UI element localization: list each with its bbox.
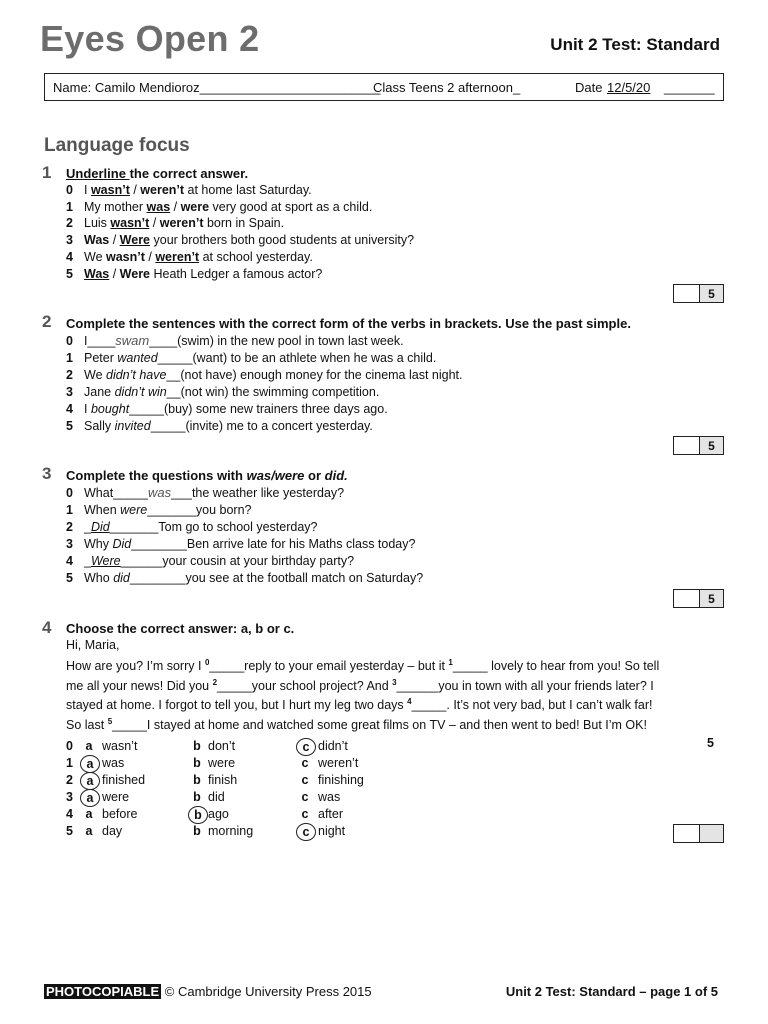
item-text: I [84,402,91,416]
question-item [66,519,318,535]
option-letter-b[interactable] [188,755,206,771]
option-number: 4 [66,807,73,821]
item-text: / [109,233,120,248]
item-text: (invite) me to a concert yesterday. [185,419,373,433]
name-field: Name: Camilo Mendioroz_________________________ [53,80,381,95]
class-field: Class Teens 2 afternoon_ [373,80,521,95]
item-text: What [84,486,114,500]
answer-text[interactable]: Were [90,554,121,568]
answer-blank: _______ [147,503,196,517]
option-letter-c[interactable] [296,823,316,841]
item-text: (buy) some new trainers three days ago. [163,402,388,416]
circled-answer[interactable]: b [188,806,208,824]
option-text: weren’t [318,756,359,770]
answer-blank: _______ [109,520,159,534]
item-text: My mother [84,199,147,214]
option-letter-b[interactable] [188,823,206,839]
question-item [66,232,414,248]
item-text: / [144,249,156,264]
instruction-text: the correct answer. [129,166,249,181]
item-number: 2 [66,368,73,382]
item-text: I [84,334,88,348]
question-item [66,249,313,265]
option-letter[interactable]: b [193,756,201,770]
option-text: was [318,790,341,804]
item-number: 5 [66,571,73,585]
option-letter-b[interactable] [188,772,206,788]
footer-page: Unit 2 Test: Standard – page 1 of 5 [505,984,718,999]
item-number: 1 [66,503,73,517]
item-number: 2 [66,216,73,231]
option-letter[interactable]: c [301,756,309,770]
answer-option[interactable]: Were [119,266,151,281]
student-info-box [44,73,724,101]
answer-option[interactable]: wasn’t [90,183,130,197]
score-input[interactable] [674,437,700,454]
answer-text[interactable]: invited [114,419,151,433]
option-text: didn’t [318,739,348,753]
option-text: after [318,807,344,821]
option-text: was [102,756,125,770]
item-text: / [129,183,141,197]
option-number: 5 [66,824,73,838]
item-text: / [149,216,160,231]
item-text: at school yesterday. [199,249,313,264]
instruction-text: Complete the questions with [66,468,247,483]
option-letter[interactable]: b [193,824,201,838]
option-letter[interactable]: b [193,739,201,753]
answer-option[interactable]: wasn’t [110,216,150,231]
answer-option[interactable]: wasn’t [106,249,145,264]
option-letter-b[interactable] [188,806,208,824]
question-item [66,553,354,569]
question-item [66,418,373,434]
date-line: _______ [664,80,715,95]
item-number: 4 [66,402,73,416]
option-letter-a[interactable] [80,772,100,790]
question-item [66,333,404,349]
question-instruction [66,468,348,483]
item-text: (not win) the swimming competition. [180,385,380,399]
item-text: Who [84,571,114,585]
answer-blank: ______ [120,554,163,568]
option-number: 3 [66,790,73,804]
option-letter-a[interactable] [80,789,100,807]
photocopiable-badge: PHOTOCOPIABLE [46,984,160,999]
item-text: Luis [84,216,111,231]
question-number: 2 [42,312,52,331]
item-text: (want) to be an athlete when he was a child. [192,351,437,365]
circled-answer[interactable]: c [296,738,316,756]
option-letter-a[interactable] [80,806,98,822]
answer-text[interactable]: didn’t win [114,385,167,399]
answer-blank: _____ [129,402,164,416]
answer-text[interactable]: didn’t have [106,368,167,382]
item-text: / [109,266,120,281]
question-item [66,199,372,215]
instruction-underlined: Underline [66,166,130,181]
option-letter-c[interactable] [296,789,314,805]
option-text: don’t [208,739,236,753]
question-item [66,485,344,501]
item-number: 2 [66,520,73,534]
option-text: before [102,807,138,821]
footer-copyright [44,984,372,999]
option-text: finish [208,773,238,787]
answer-text[interactable]: did [113,571,130,585]
option-letter-b[interactable] [188,738,206,754]
circled-answer[interactable]: a [80,772,100,790]
item-number: 5 [66,266,73,281]
answer-blank: _____ [150,419,186,433]
option-letter-a[interactable] [80,738,98,754]
item-number: 1 [66,199,73,214]
question-item [66,536,415,552]
item-text: Ben arrive late for his Maths class today? [186,537,416,551]
option-text: morning [208,824,254,838]
copyright-text: © Cambridge University Press 2015 [161,984,372,999]
score-input[interactable] [674,590,700,607]
answer-text[interactable]: was [147,485,172,500]
question-item [66,182,312,198]
option-letter-c[interactable] [296,755,314,771]
score-input[interactable] [674,285,700,302]
test-title: Unit 2 Test: Standard [550,35,720,54]
item-number: 4 [66,249,73,264]
item-number: 3 [66,385,73,399]
answer-blank: ________ [129,571,186,585]
question-instruction: Choose the correct answer: a, b or c. [66,621,295,636]
item-text: We [84,249,106,264]
option-letter-a[interactable] [80,755,100,773]
option-text: day [102,824,123,838]
section-title: Language focus [44,135,190,156]
instruction-italic: did. [324,468,348,483]
option-text: were [208,756,236,770]
score-input[interactable] [674,825,700,842]
option-number: 1 [66,756,73,770]
option-letter[interactable]: a [85,739,93,753]
item-number: 3 [66,233,73,248]
answer-blank: _____ [113,486,148,500]
item-number: 0 [66,183,73,197]
answer-blank: ___ [171,486,192,500]
date-value: 12/5/20 [607,80,651,95]
item-text: Sally [84,419,115,433]
item-text: you born? [195,503,252,517]
answer-option[interactable]: weren’t [155,249,200,264]
item-text: the weather like yesterday? [191,486,345,500]
question-item [66,215,284,231]
item-number: 4 [66,554,73,568]
question-item [66,350,436,366]
item-text: your brothers both good students at university? [150,233,415,248]
option-text: ago [208,807,229,821]
question-number: 1 [42,163,52,182]
question-instruction: Complete the sentences with the correct form of the verbs in brackets. Use the past simple. [66,316,631,331]
question-number: 4 [42,618,52,637]
answer-option[interactable]: Was [84,233,110,248]
option-letter-c[interactable] [296,772,314,788]
score-box [673,436,724,455]
item-text: Tom go to school yesterday? [158,520,318,534]
book-title: Eyes Open 2 [40,18,260,59]
option-letter-c[interactable] [296,738,316,756]
answer-blank: ____ [149,334,178,348]
option-number: 0 [66,739,73,753]
date-label: Date [575,80,603,95]
answer-text[interactable]: were [120,503,148,517]
item-text: very good at sport as a child. [209,199,373,214]
score-value: 5 [707,736,714,750]
item-number: 1 [66,351,73,365]
option-text: finished [102,773,146,787]
score-box [673,589,724,608]
score-max: 5 [700,437,723,454]
option-letter[interactable]: b [193,773,201,787]
instruction-text: or [304,468,325,483]
letter-body: How are you? I’m sorry I $^0$_____reply to your email yesterday – but it $^1$_____ lovely to hear from you! So tell me all your news! Did you $^2$_____your school project? And $^3$______you in town with all your friends later? I stayed at home. I forgot to tell you, but I hurt my leg two days $^4$_____. It’s not very bad, but I can’t walk far! So last $^5$_____I stayed at home and watched some great films on TV – and then went to bed! But I’m OK! [66,658,660,733]
question-item [66,384,379,400]
answer-option[interactable]: was [146,199,171,214]
question-item [66,367,463,383]
item-text: I [84,183,91,197]
answer-blank: ____ [87,334,116,348]
question-instruction [66,166,248,181]
score-box [673,824,724,843]
item-text: (not have) enough money for the cinema last night. [180,368,463,382]
question-number: 3 [42,464,52,483]
answer-text[interactable]: Did [90,520,110,534]
item-text: (swim) in the new pool in town last week. [177,334,404,348]
option-text: night [318,824,346,838]
answer-text[interactable]: swam [115,333,150,348]
answer-option[interactable]: weren’t [159,216,204,231]
answer-blank: ________ [131,537,187,551]
item-number: 0 [66,334,73,348]
item-number: 5 [66,419,73,433]
item-text: born in Spain. [203,216,285,231]
score-max: 5 [700,285,723,302]
item-text: / [170,199,181,214]
item-text: Jane [84,385,115,399]
option-letter[interactable]: c [301,773,309,787]
circled-answer[interactable]: a [80,755,100,773]
item-text: you see at the football match on Saturday? [185,571,424,585]
circled-answer[interactable]: a [80,789,100,807]
answer-text[interactable]: Did [112,537,132,551]
option-letter[interactable]: a [85,824,93,838]
option-letter[interactable]: b [193,790,201,804]
option-text: finishing [318,773,364,787]
answer-blank: _ [84,554,91,568]
item-text: Peter [84,351,118,365]
option-letter-a[interactable] [80,823,98,839]
answer-option[interactable]: Was [84,266,110,281]
question-item [66,401,388,417]
question-item [66,502,252,518]
score-box [673,284,724,303]
answer-blank: __ [166,385,181,399]
item-number: 3 [66,537,73,551]
option-number: 2 [66,773,73,787]
item-text: Why [84,537,113,551]
answer-text[interactable]: bought [90,402,130,416]
question-item [66,266,322,282]
item-number: 0 [66,486,73,500]
option-letter-c[interactable] [296,806,314,822]
option-text: wasn’t [102,739,138,753]
answer-option[interactable]: were [180,199,210,214]
item-text: at home last Saturday. [184,183,312,197]
answer-blank: _____ [157,351,193,365]
answer-blank: _ [84,520,91,534]
answer-option[interactable]: Were [119,233,151,248]
answer-option[interactable]: weren’t [140,183,185,197]
question-item [66,570,423,586]
circled-answer[interactable]: c [296,823,316,841]
instruction-italic: was/were [246,468,305,483]
answer-text[interactable]: wanted [117,351,158,365]
option-text: did [208,790,225,804]
item-text: We [84,368,106,382]
option-letter-b[interactable] [188,789,206,805]
answer-blank: __ [166,368,181,382]
item-text: Heath Ledger a famous actor? [150,266,323,281]
item-text: When [84,503,121,517]
option-letter[interactable]: a [85,807,93,821]
option-letter[interactable]: c [301,790,309,804]
score-max [700,825,723,842]
score-max: 5 [700,590,723,607]
item-text: your cousin at your birthday party? [162,554,355,568]
letter-greeting: Hi, Maria, [66,638,120,652]
option-letter[interactable]: c [301,807,309,821]
option-text: were [102,790,130,804]
